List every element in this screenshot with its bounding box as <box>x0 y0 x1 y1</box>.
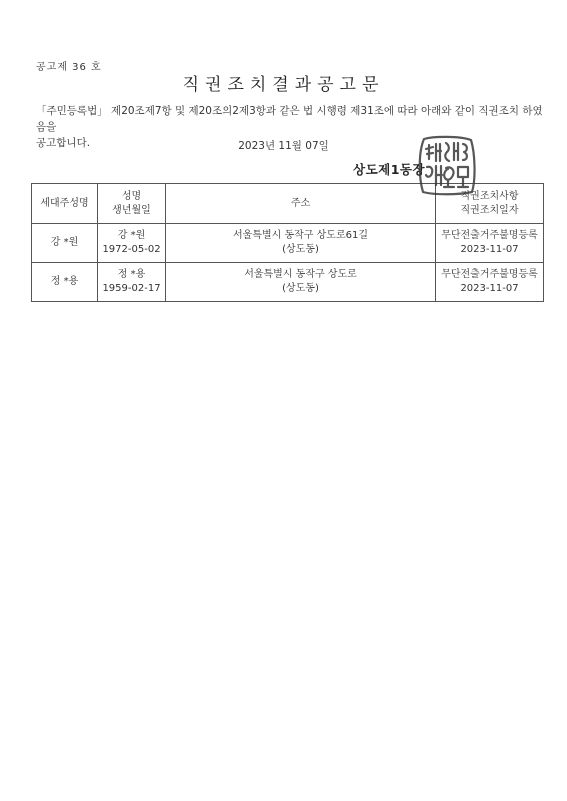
issuer-name: 상도제1동장 <box>353 162 426 177</box>
cell-address-line-2: (상도동) <box>282 244 319 255</box>
cell-action <box>436 224 544 263</box>
header-householder: 세대주성명 <box>32 184 98 224</box>
header-birth: 생년월일 <box>112 204 151 216</box>
cell-address-line-2: (상도동) <box>282 283 319 294</box>
notice-number: 공고제 36 호 <box>36 62 102 73</box>
cell-address <box>166 263 436 302</box>
cell-address-line-1: 서울특별시 동작구 상도로61길 <box>232 230 368 241</box>
records-table <box>31 183 544 302</box>
table-row <box>32 224 544 263</box>
cell-householder: 정 *용 <box>32 263 98 302</box>
cell-name: 정 *용 <box>117 269 146 280</box>
document-title: 직권조치결과공고문 <box>182 75 385 95</box>
cell-action <box>436 263 544 302</box>
cell-name-birth <box>98 224 166 263</box>
cell-name: 강 *원 <box>117 230 146 241</box>
body-text-line-2: 공고합니다. <box>36 137 91 149</box>
table-row <box>32 263 544 302</box>
cell-action-type: 무단전출거주불명등록 <box>441 230 538 241</box>
cell-birth: 1972-05-02 <box>102 244 161 255</box>
cell-action-date: 2023-11-07 <box>460 244 519 255</box>
header-name: 성명 <box>121 190 142 202</box>
notice-date: 2023년 11월 07일 <box>238 140 329 152</box>
official-seal-icon <box>414 133 480 199</box>
cell-householder: 강 *원 <box>32 224 98 263</box>
cell-birth: 1959-02-17 <box>102 283 161 294</box>
header-name-birth <box>98 184 166 224</box>
header-address: 주소 <box>166 184 436 224</box>
cell-action-type: 무단전출거주불명등록 <box>441 269 538 280</box>
cell-name-birth <box>98 263 166 302</box>
header-action-type: 직권조치사항 <box>460 190 519 202</box>
cell-address-line-1: 서울특별시 동작구 상도로 <box>244 269 357 280</box>
body-text-line-1: 「주민등록법」 제20조제7항 및 제20조의2제3항과 같은 법 시행령 제31조에 따라 아래와 같이 직권조치 하였음을 <box>36 105 543 133</box>
cell-action-date: 2023-11-07 <box>460 283 519 294</box>
cell-address <box>166 224 436 263</box>
header-action-date: 직권조치일자 <box>460 204 519 216</box>
